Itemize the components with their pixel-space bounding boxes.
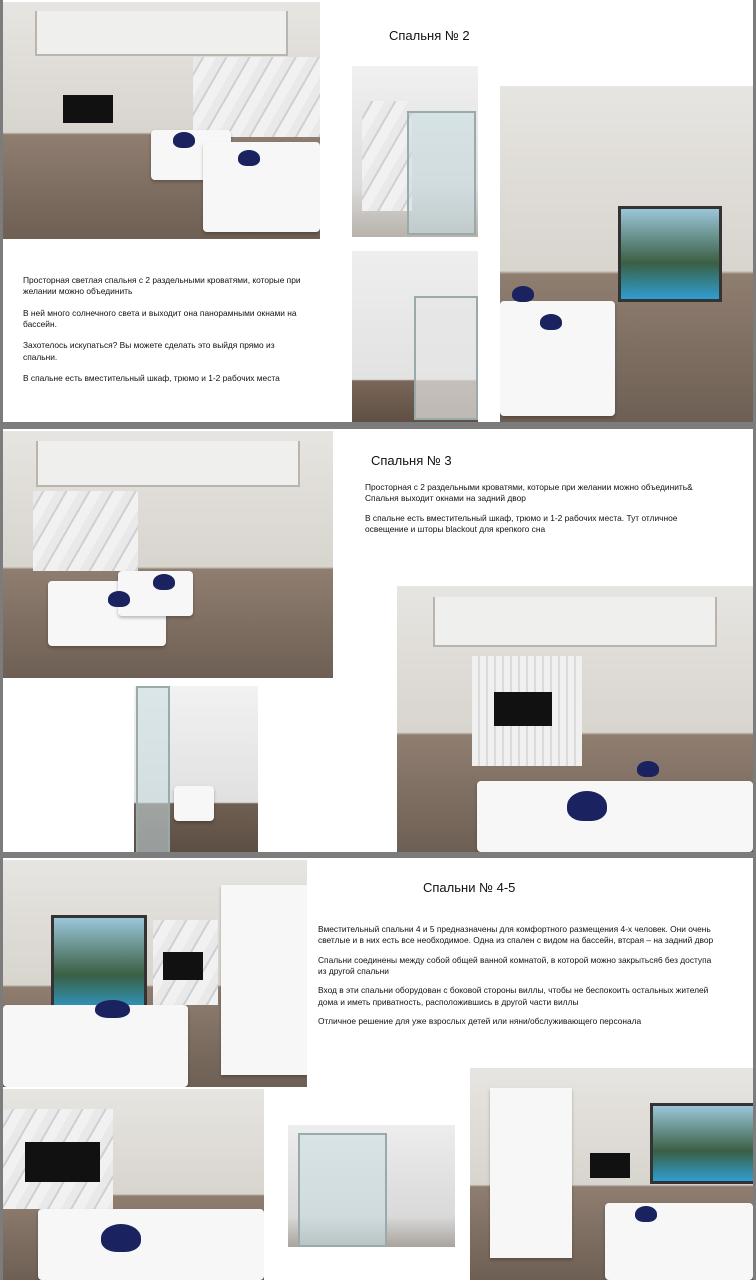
wardrobe	[490, 1088, 572, 1258]
ceiling-detail	[36, 441, 300, 487]
section-bedrooms-4-5	[3, 858, 753, 1280]
section-bedroom-3	[3, 429, 753, 852]
tv-screen	[590, 1153, 630, 1178]
towel-swan	[238, 150, 260, 166]
section-title: Спальни № 4-5	[423, 880, 516, 895]
paragraph: В ней много солнечного света и выходит она панорамными окнами на бассейн.	[23, 307, 297, 330]
section-description	[23, 275, 305, 394]
bed	[3, 1005, 188, 1087]
wardrobe	[221, 885, 307, 1075]
window	[650, 1103, 753, 1184]
towel-swan	[567, 791, 607, 821]
panoramic-window	[618, 206, 722, 302]
towel-swan	[95, 1000, 130, 1018]
towel-swan	[173, 132, 195, 148]
paragraph: Просторная светлая спальня с 2 раздельными кроватями, которые при желании можно объединить	[23, 275, 301, 297]
photo-shared-bathroom	[288, 1125, 455, 1247]
tv-screen	[494, 692, 552, 726]
section-description	[365, 482, 717, 543]
bed	[605, 1203, 753, 1280]
photo-bedroom-2-wardrobe	[352, 251, 478, 422]
paragraph: Спальни соединены между собой общей ванной комнатой, в которой можно закрыться6 без доступа из другой спальни	[318, 954, 712, 977]
wardrobe-glass	[414, 296, 478, 420]
vanity	[174, 786, 214, 821]
marble-wall	[193, 57, 320, 137]
photo-bedroom-4-pool	[3, 860, 307, 1087]
tv-screen	[63, 95, 113, 123]
towel-swan	[153, 574, 175, 590]
towel-swan	[637, 761, 659, 777]
glass-shower	[136, 686, 170, 852]
paragraph: В спальне есть вместительный шкаф, трюмо и 1-2 рабочих места	[23, 373, 280, 384]
section-description	[318, 924, 718, 1035]
photo-bedroom-2-pool-view	[500, 86, 753, 422]
section-title: Спальня № 3	[371, 453, 452, 468]
towel-swan	[101, 1224, 141, 1252]
panoramic-window	[51, 915, 147, 1016]
ceiling-detail	[35, 11, 289, 56]
glass-shower	[407, 111, 476, 235]
bed	[477, 781, 753, 852]
paragraph: Вместительный спальни 4 и 5 предназначены для комфортного размещения 4-х человек. Они очень светлые и в них есть все необходимое. Одна из спален с видом на бассейн, втсрая – на задний двор	[318, 924, 714, 946]
tv-screen	[25, 1142, 100, 1182]
section-title: Спальня № 2	[389, 28, 470, 43]
towel-swan	[512, 286, 534, 302]
paragraph: Захотелось искупаться? Вы можете сделать это выйдя прямо из спальни.	[23, 340, 275, 362]
photo-bedroom-3-bathroom	[134, 686, 258, 852]
photo-bedroom-3-tv-wall	[397, 586, 753, 852]
paragraph: Отличное решение для уже взрослых детей или няни/обслуживающего персонала	[318, 1016, 642, 1027]
section-bedroom-2	[3, 0, 753, 422]
photo-bedroom-3-main	[3, 431, 333, 678]
paragraph: Вход в эти спальни оборудован с боковой стороны виллы, чтобы не беспокоить остальных жителей дома и иметь приватность, расположившись в другой части виллы	[318, 985, 709, 1007]
tv-screen	[163, 952, 203, 980]
paragraph: Просторная с 2 раздельными кроватями, которые при желании можно объединить& Спальня выходит окнами на задний двор	[365, 482, 693, 504]
paragraph: В спальне есть вместительный шкаф, трюмо и 1-2 рабочих места. Тут отличное освещение и шторы blackout для крепкого сна	[365, 512, 678, 535]
photo-bedroom-5-main	[3, 1089, 264, 1280]
glass-shower	[298, 1133, 387, 1247]
towel-swan	[635, 1206, 657, 1222]
marble-wall	[362, 101, 412, 211]
marble-wall	[33, 491, 138, 571]
towel-swan	[540, 314, 562, 330]
photo-bedroom-5-wardrobe	[470, 1068, 753, 1280]
towel-swan	[108, 591, 130, 607]
bed-right	[203, 142, 320, 232]
photo-bedroom-2-bathroom	[352, 66, 478, 237]
bed	[38, 1209, 264, 1280]
ceiling-detail	[433, 597, 718, 647]
photo-bedroom-2-main	[3, 2, 320, 239]
